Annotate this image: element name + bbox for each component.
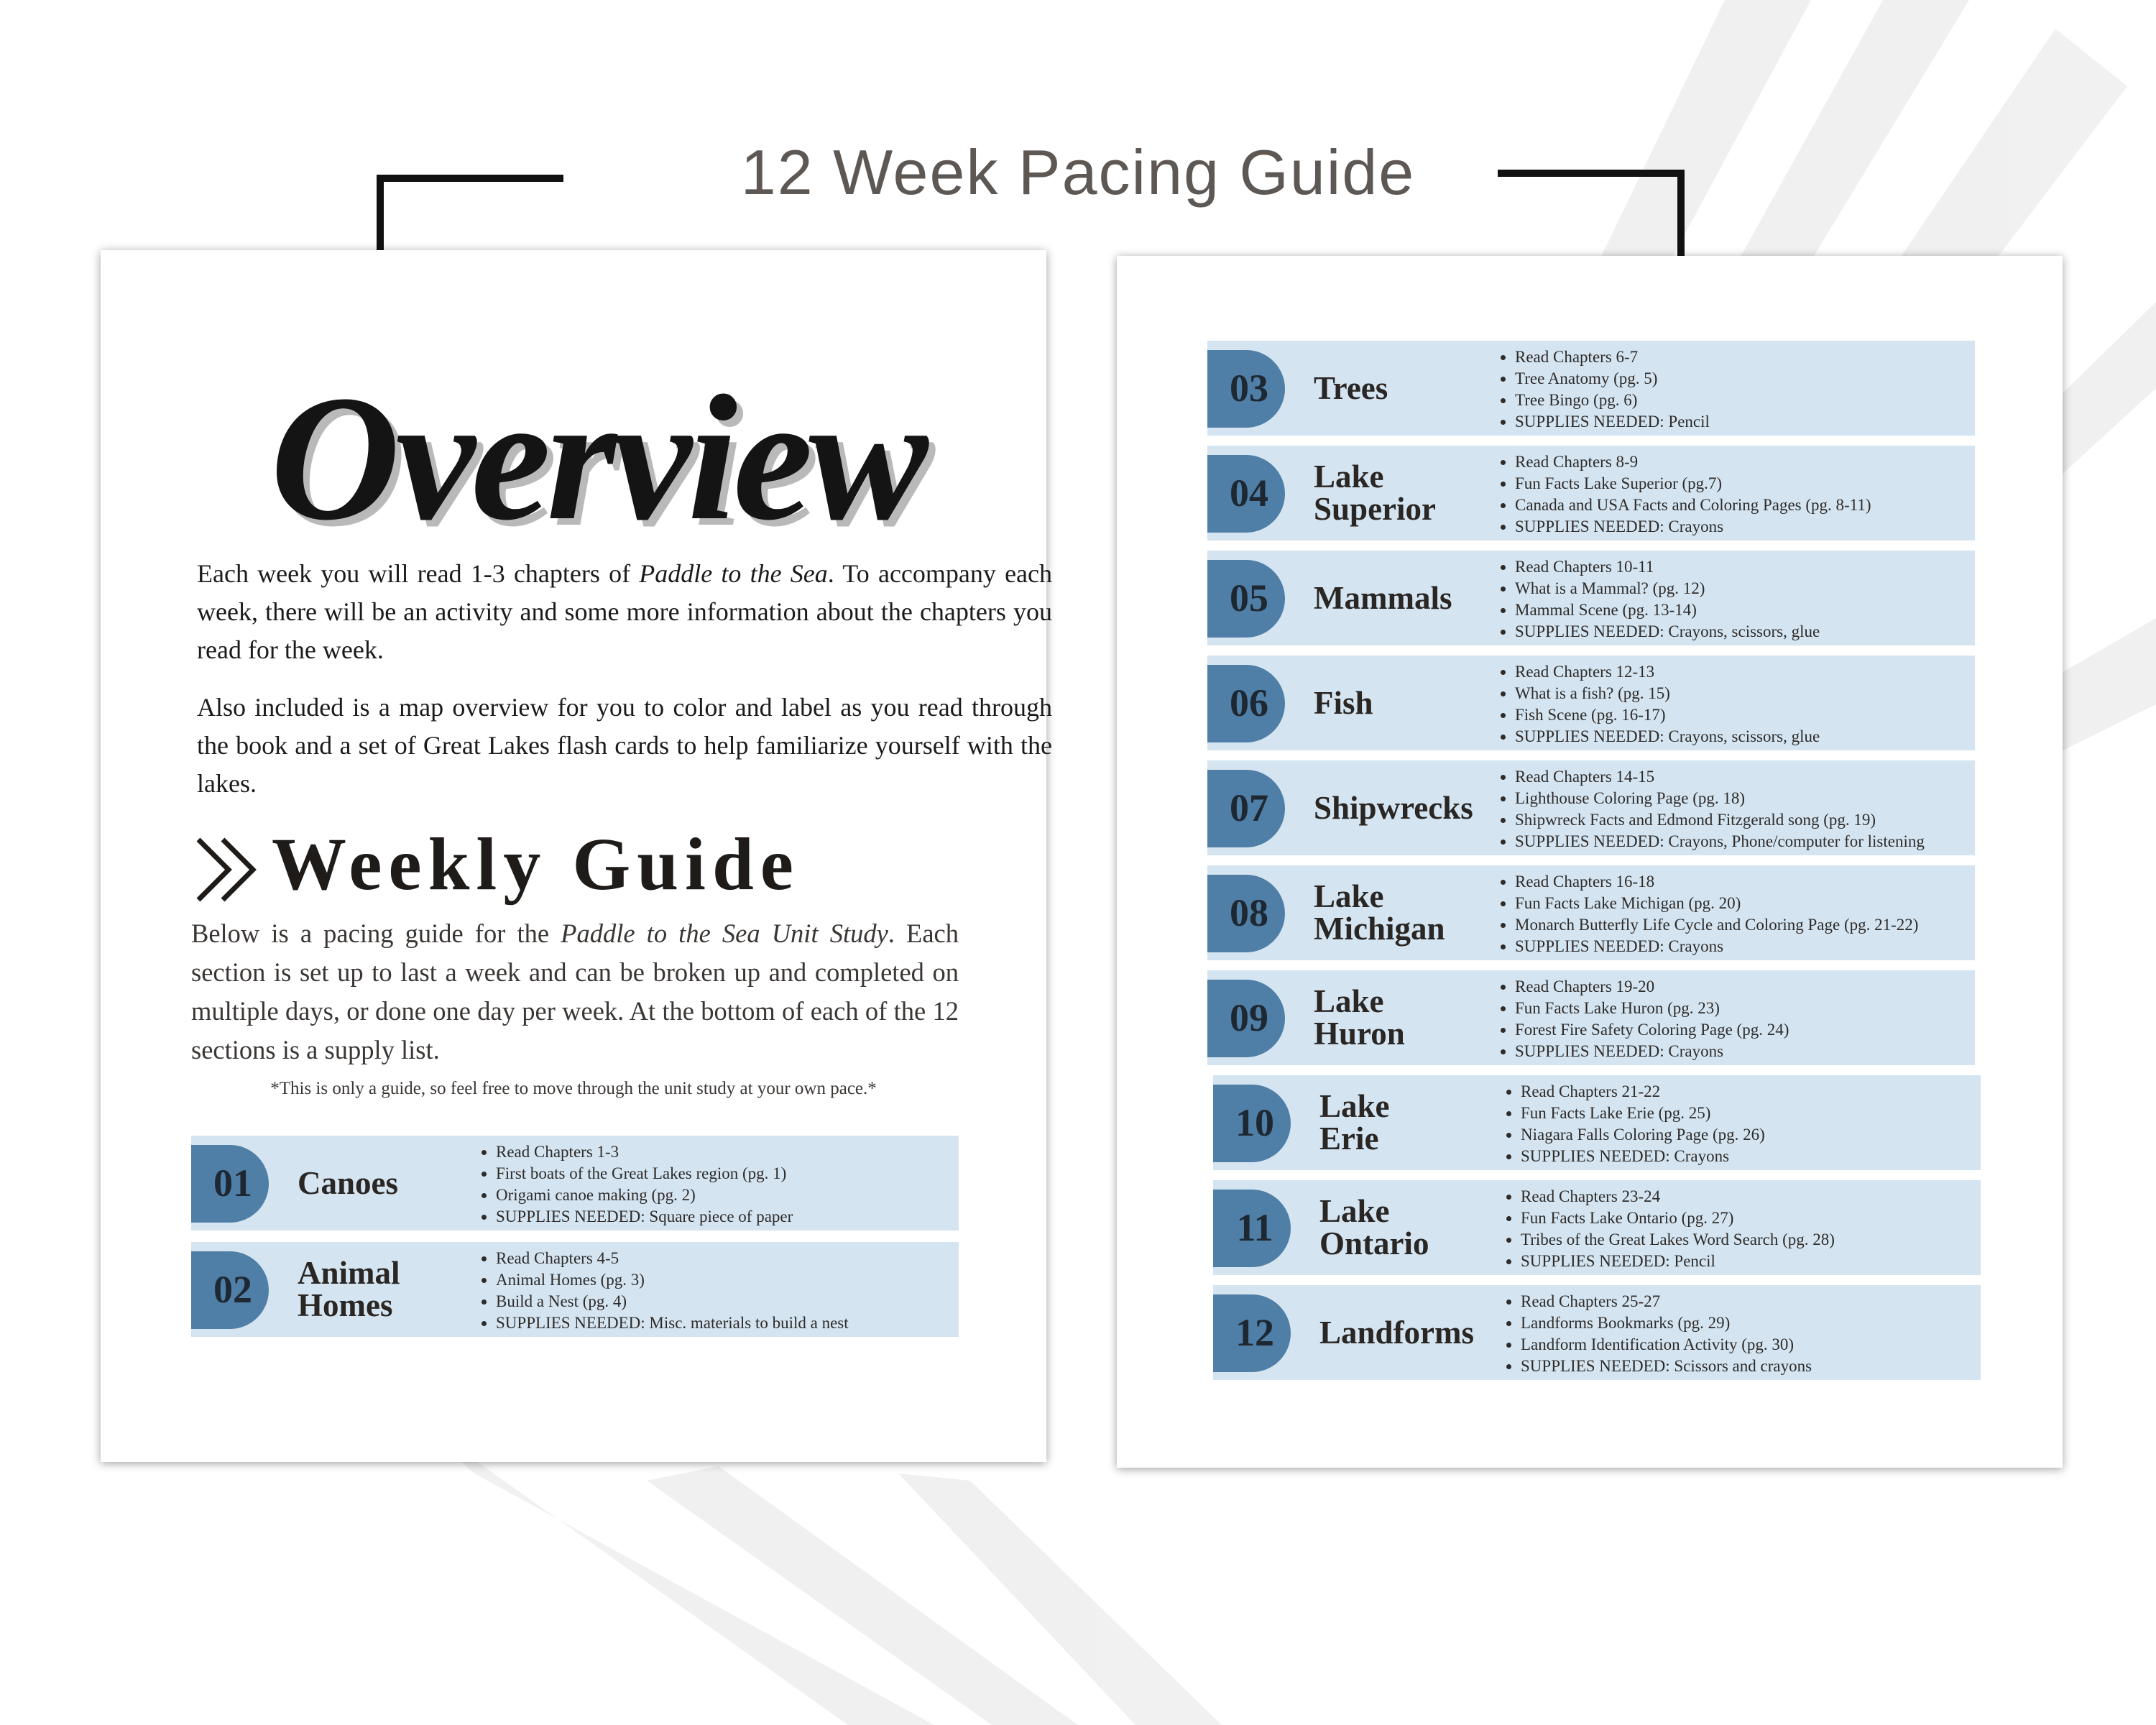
guide-note: *This is only a guide, so feel free to move through the unit study at your own pace.* <box>270 1079 877 1098</box>
week-task: • Shipwreck Facts and Edmond Fitzgerald song (pg. 19) <box>1515 809 1925 831</box>
week-card <box>1213 1285 1981 1380</box>
weekly-schedule-page <box>1117 256 2063 1468</box>
week-card <box>1207 656 1975 750</box>
week-number: 03 <box>1230 367 1268 410</box>
overview-heading: Overview <box>270 359 924 558</box>
week-topic: Lake Michigan <box>1314 878 1445 947</box>
week-number: 12 <box>1235 1311 1274 1354</box>
week-task: • Read Chapters 1-3 <box>496 1141 793 1163</box>
week-topic: Canoes <box>298 1164 399 1201</box>
week-task: • Monarch Butterfly Life Cycle and Coloring Page (pg. 21-22) <box>1515 914 1918 936</box>
guide-text: Below is a pacing guide for the <box>191 919 561 948</box>
guide-text: . Each section is set up to last a week and can be broken up and completed on multiple days, or done one day per week. At the bottom of each of the 12 sections is a supply list. <box>191 919 959 1064</box>
week-number: 05 <box>1230 576 1268 620</box>
week-supplies: • SUPPLIES NEEDED: Scissors and crayons <box>1521 1356 1812 1377</box>
week-task: • Read Chapters 23-24 <box>1521 1186 1835 1208</box>
week-topic: Trees <box>1314 369 1388 406</box>
week-task-list <box>1495 661 1820 748</box>
week-topic: Lake Erie <box>1319 1088 1390 1156</box>
week-task-list <box>1495 556 1820 643</box>
overview-paragraph-2: Also included is a map overview for you to color and label as you read through the book and a set of Great Lakes flash cards to help familiarize yourself with the lakes. <box>197 693 1052 798</box>
week-task: • Read Chapters 21-22 <box>1521 1081 1765 1103</box>
week-task: • Tribes of the Great Lakes Word Search (pg. 28) <box>1521 1229 1835 1251</box>
overview-page <box>101 250 1053 1462</box>
week-topic: Lake Superior <box>1314 459 1437 527</box>
week-task: • Fish Scene (pg. 16-17) <box>1515 704 1820 726</box>
week-task: • Fun Facts Lake Ontario (pg. 27) <box>1521 1208 1835 1229</box>
week-task-list <box>1495 871 1918 957</box>
weekly-guide-heading: Weekly Guide <box>272 823 800 906</box>
week-topic: Lake Huron <box>1314 983 1405 1052</box>
book-title: Paddle to the Sea <box>639 559 828 588</box>
week-task: • Read Chapters 19-20 <box>1515 976 1789 998</box>
week-task-list <box>1495 766 1925 852</box>
week-topic: Landforms <box>1319 1314 1475 1351</box>
week-number: 06 <box>1230 681 1268 724</box>
week-task: • Tree Anatomy (pg. 5) <box>1515 368 1710 390</box>
week-number: 04 <box>1230 472 1268 515</box>
week-task: • Read Chapters 14-15 <box>1515 766 1925 788</box>
week-task: • Landforms Bookmarks (pg. 29) <box>1521 1312 1812 1334</box>
week-task-list <box>1501 1081 1765 1167</box>
week-task: • Forest Fire Safety Coloring Page (pg. 24) <box>1515 1019 1789 1041</box>
unit-study-title: Paddle to the Sea Unit Study <box>561 919 888 948</box>
overview-paragraph-1 <box>197 555 1052 669</box>
week-supplies: • SUPPLIES NEEDED: Crayons <box>1515 936 1918 957</box>
week-task: • Read Chapters 16-18 <box>1515 871 1918 893</box>
week-card <box>1213 1075 1981 1170</box>
week-card <box>1207 865 1975 960</box>
week-supplies: • SUPPLIES NEEDED: Square piece of paper <box>496 1206 793 1228</box>
weekly-guide-paragraph <box>191 914 959 1070</box>
week-task: • Fun Facts Lake Superior (pg.7) <box>1515 473 1871 494</box>
week-supplies: • SUPPLIES NEEDED: Crayons <box>1521 1146 1765 1167</box>
week-task: • Mammal Scene (pg. 13-14) <box>1515 599 1820 621</box>
week-number: 08 <box>1230 891 1268 934</box>
week-supplies: • SUPPLIES NEEDED: Pencil <box>1521 1251 1835 1272</box>
week-task: • Lighthouse Coloring Page (pg. 18) <box>1515 788 1925 809</box>
week-task: • Read Chapters 8-9 <box>1515 451 1871 473</box>
week-task-list <box>1495 976 1789 1062</box>
week-topic: Mammals <box>1314 579 1452 616</box>
week-task: • Read Chapters 12-13 <box>1515 661 1820 683</box>
week-task: • Landform Identification Activity (pg. 30) <box>1521 1334 1812 1356</box>
week-task: • Origami canoe making (pg. 2) <box>496 1184 793 1206</box>
week-task: • Read Chapters 25-27 <box>1521 1291 1812 1312</box>
week-task: • Build a Nest (pg. 4) <box>496 1291 849 1312</box>
week-task-list <box>1495 346 1710 433</box>
week-task: • Fun Facts Lake Michigan (pg. 20) <box>1515 893 1918 914</box>
week-supplies: • SUPPLIES NEEDED: Crayons <box>1515 516 1871 538</box>
page-title: 12 Week Pacing Guide <box>740 137 1416 208</box>
week-card <box>191 1242 959 1337</box>
week-card <box>1207 760 1975 855</box>
week-topic: Shipwrecks <box>1314 789 1473 826</box>
week-task: • Read Chapters 4-5 <box>496 1248 849 1269</box>
week-supplies: • SUPPLIES NEEDED: Pencil <box>1515 411 1710 433</box>
week-card <box>1207 551 1975 645</box>
week-number: 02 <box>213 1268 252 1311</box>
week-task: • Canada and USA Facts and Coloring Pages (pg. 8-11) <box>1515 494 1871 516</box>
week-number: 01 <box>213 1162 252 1205</box>
week-topic: Lake Ontario <box>1319 1193 1429 1261</box>
week-task-list <box>476 1141 793 1228</box>
week-task: • Read Chapters 6-7 <box>1515 346 1710 368</box>
week-number: 11 <box>1236 1206 1273 1249</box>
week-card <box>191 1136 959 1230</box>
week-supplies: • SUPPLIES NEEDED: Crayons <box>1515 1041 1789 1062</box>
title-bracket-left <box>377 175 563 261</box>
week-topic: Animal Homes <box>298 1255 400 1323</box>
week-task: • Fun Facts Lake Huron (pg. 23) <box>1515 998 1789 1019</box>
week-task: • Tree Bingo (pg. 6) <box>1515 390 1710 411</box>
week-task-list <box>1501 1186 1835 1272</box>
overview-text: Each week you will read 1-3 chapters of <box>197 559 640 588</box>
week-task-list <box>1501 1291 1812 1377</box>
week-card <box>1207 970 1975 1065</box>
week-task: • First boats of the Great Lakes region (pg. 1) <box>496 1163 793 1184</box>
week-number: 07 <box>1230 786 1268 829</box>
title-bracket-right <box>1498 170 1685 262</box>
weekly-guide-header <box>194 818 985 911</box>
week-number: 10 <box>1235 1101 1274 1144</box>
week-supplies: • SUPPLIES NEEDED: Misc. materials to build a nest <box>496 1312 849 1334</box>
overview-text: . To accompany each week, there will be an activity and some more information about the chapters you read for the week. <box>197 559 1053 664</box>
week-task: • What is a Mammal? (pg. 12) <box>1515 578 1820 599</box>
week-task-list <box>476 1248 849 1334</box>
week-number: 09 <box>1230 996 1268 1039</box>
week-card <box>1207 446 1975 540</box>
week-task-list <box>1495 451 1871 538</box>
week-card <box>1213 1180 1981 1275</box>
week-task: • Read Chapters 10-11 <box>1515 556 1820 578</box>
week-task: • Niagara Falls Coloring Page (pg. 26) <box>1521 1124 1765 1146</box>
week-task: • What is a fish? (pg. 15) <box>1515 683 1820 704</box>
week-supplies: • SUPPLIES NEEDED: Crayons, scissors, glue <box>1515 726 1820 748</box>
week-card <box>1207 341 1975 436</box>
double-chevron-right-icon <box>194 834 263 906</box>
week-supplies: • SUPPLIES NEEDED: Crayons, scissors, glue <box>1515 621 1820 643</box>
week-task: • Animal Homes (pg. 3) <box>496 1269 849 1291</box>
week-topic: Fish <box>1314 684 1373 721</box>
week-supplies: • SUPPLIES NEEDED: Crayons, Phone/computer for listening <box>1515 831 1925 852</box>
week-task: • Fun Facts Lake Erie (pg. 25) <box>1521 1103 1765 1124</box>
